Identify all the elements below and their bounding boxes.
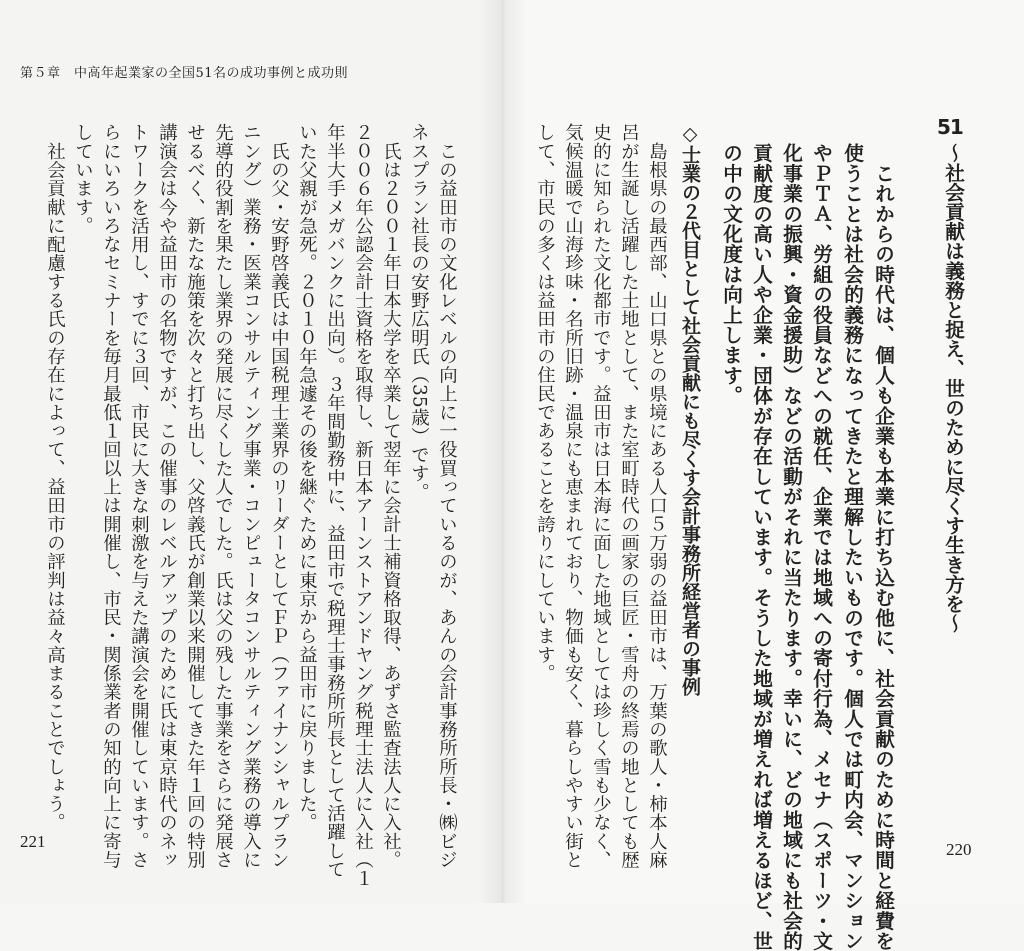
body-line: せるべく、新たな施策を次々と打ち出し、父啓義氏が創業以来開催してきた年１回の特別 [184,123,206,869]
body-line: この益田市の文化レベルの向上に一役買っているのが、あんの会計事務所所長・㈱ビジ [436,123,458,869]
body-line: 史的に知られた文化都市です。益田市は日本海に面した地域としては珍しく雪も少なく、 [590,123,612,869]
body-line: いた父親が急死。２０１０年急遽その後を継ぐために東京から益田市に戻りました。 [296,123,318,832]
book-gutter [478,0,528,903]
lead-line: の中の文化度は向上します。 [719,143,743,406]
lead-line: 貢献度の高い人や企業・団体が存在しています。そうした地域が増えれば増えるほど、世 [749,143,773,951]
running-head: 第５章 中高年起業家の全国51名の成功事例と成功則 [20,66,349,81]
lead-line: これからの時代は、個人も企業も本業に打ち込む他に、社会貢献のために時間と経費を [871,143,895,951]
section-title: 〜社会貢献は義務と捉え、世のために尽くす生き方を〜 [941,143,965,633]
body-line: 呂が生誕し活躍した土地として、また室町時代の画家の巨匠・雪舟の終焉の地としても歴 [618,123,640,869]
body-line: 気候温暖で山海珍味・名所旧跡・温泉にも恵まれており、物価も安く、暮らしやすい街と [562,123,584,869]
subheading: ◇士業の２代目として社会貢献にも尽くす会計事務所経営者の事例 [679,123,701,696]
page-number-right: 220 [946,840,972,859]
lead-line: やＰＴＡ、労組の役員などへの就任、企業では地域への寄付行為、メセナ（スポーツ・文 [809,143,833,951]
page-number-left: 221 [20,832,46,851]
body-line: トワークを活用し、すでに３回、市民に大きな刺激を与えた講演会を開催しています。さ [128,123,150,869]
body-line: らにいろいろなセミナーを毎月最低１回以上は開催し、市民・関係業者の知的向上に寄与 [100,123,122,869]
body-line: 年半大手メガバンクに出向）。３年間勤務中に、益田市で税理士事務所所長として活躍して [324,123,346,879]
body-line: 氏は２００１年日本大学を卒業して翌年に会計士補資格取得、あずさ監査法人に入社。 [380,123,402,869]
body-line: 島根県の最西部、山口県との県境にある人口５万弱の益田市は、万葉の歌人・柿本人麻 [646,123,668,869]
body-line: して、市民の多くは益田市の住民であることを誇りにしています。 [534,123,556,683]
body-line: ２００６年公認会計士資格を取得し、新日本アーンストアンドヤング税理士法人に入社（１ [352,123,374,888]
section-number: 51 [937,115,963,139]
lead-line: 化事業の振興・資金援助）などの活動がそれに当たります。幸いに、どの地域にも社会的 [779,143,803,951]
body-line: ニング）業務・医業コンサルティング事業・コンピュータコンサルティング業務の導入に [240,123,262,869]
lead-line: 使うことは社会的義務になってきたと理解したいものです。個人では町内会、マンション [840,143,864,951]
body-line: 氏の父・安野啓義氏は中国税理士業界のリーダーとしてＦＰ（ファイナンシャルプラン [268,123,290,869]
body-line: 先導的役割を果たし業界の発展に尽くした人でした。氏は父の残した事業をさらに発展さ [212,123,234,869]
body-line: しています。 [72,123,94,235]
body-line: 社会貢献に配慮する氏の存在によって、益田市の評判は益々高まることでしょう。 [44,123,66,832]
body-line: 講演会は今や益田市の名物ですが、この催事のレベルアップのために氏は東京時代のネッ [156,123,178,869]
body-line: ネスプラン社長の安野広明氏（35歳）です。 [408,123,430,502]
